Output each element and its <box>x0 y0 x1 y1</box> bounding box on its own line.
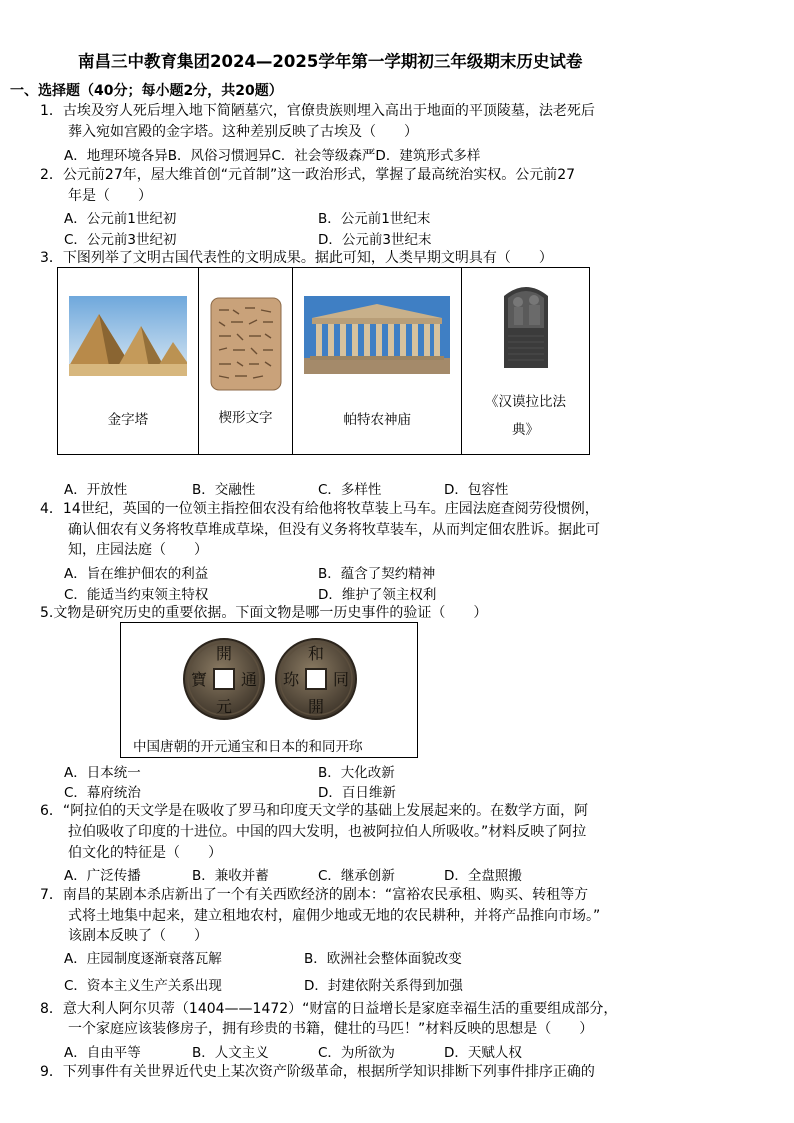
question-2-option-b: B．公元前1世纪末 <box>318 211 431 227</box>
question-8-option-c: C．为所欲为 <box>318 1045 395 1061</box>
question-2-option-c: C．公元前3世纪初 <box>64 232 177 248</box>
question-5-option-c: C．幕府统治 <box>64 785 141 801</box>
question-7-option-d: D．封建依附关系得到加强 <box>304 978 463 994</box>
section-heading: 一、选择题（40分；每小题2分，共20题） <box>10 83 283 99</box>
question-4-line-1: 4．14世纪，英国的一位领主指控佃农没有给他将牧草装上马车。庄园法庭查阅劳役惯例， <box>40 501 599 517</box>
question-3-line-1: 3．下图列举了文明古国代表性的文明成果。据此可知，人类早期文明具有（ ） <box>40 250 553 266</box>
question-2-option-a: A．公元前1世纪初 <box>64 211 177 227</box>
question-3-option-c: C．多样性 <box>318 482 382 498</box>
question-6-line-3: 伯文化的特征是（ ） <box>68 845 222 861</box>
question-3-option-d: D．包容性 <box>444 482 509 498</box>
coin1-char-bottom: 元 <box>215 697 233 716</box>
question-5-line-1: 5.文物是研究历史的重要依据。下面文物是哪一历史事件的验证（ ） <box>40 605 488 621</box>
coins-image <box>121 623 417 727</box>
cell-parthenon <box>293 268 462 455</box>
coin1-char-left: 寶 <box>190 670 208 689</box>
page-title: 南昌三中教育集团2024—2025学年第一学期初三年级期末历史试卷 <box>78 52 583 71</box>
question-4-line-2: 确认佃农有义务将牧草堆成草垛，但没有义务将牧草装车，从而判定佃农胜诉。据此可 <box>68 522 600 538</box>
civilization-image-table <box>57 267 590 455</box>
coin1-char-top: 開 <box>215 644 233 663</box>
question-5-option-d: D．百日维新 <box>318 785 396 801</box>
cell-hammurabi <box>462 268 590 455</box>
caption-hammurabi-2: 典》 <box>512 422 540 438</box>
pyramids-image <box>69 296 187 376</box>
question-6-line-2: 拉伯吸收了印度的十进位。中国的四大发明，也被阿拉伯人所吸收。”材料反映了阿拉 <box>68 824 587 840</box>
question-7-line-1: 7．南昌的某剧本杀店新出了一个有关西欧经济的剧本：“富裕农民承租、购买、转租等方 <box>40 887 589 903</box>
caption-parthenon: 帕特农神庙 <box>343 412 411 428</box>
question-8-line-1: 8．意大利人阿尔贝蒂（1404——1472）“财富的日益增长是家庭幸福生活的重要组成部分， <box>40 1001 618 1017</box>
coins-caption: 中国唐朝的开元通宝和日本的和同开珎 <box>133 739 363 755</box>
parthenon-image <box>304 296 450 374</box>
question-3-option-b: B．交融性 <box>192 482 256 498</box>
coin1-char-right: 通 <box>240 670 258 689</box>
question-8-option-a: A．自由平等 <box>64 1045 141 1061</box>
question-8-option-b: B．人文主义 <box>192 1045 269 1061</box>
question-9-line-1: 9．下列事件有关世界近代史上某次资产阶级革命，根据所学知识排断下列事件排序正确的 <box>40 1064 595 1080</box>
question-6-option-b: B．兼收并蓄 <box>192 868 269 884</box>
question-5-option-a: A．日本统一 <box>64 765 141 781</box>
coins-image-box <box>120 622 418 758</box>
question-4-option-d: D．维护了领主权利 <box>318 587 437 603</box>
question-7-line-2: 式将土地集中起来，建立租地农村，雇佣少地或无地的农民耕种，并将产品推向市场。” <box>68 908 601 924</box>
question-4-option-b: B．蕴含了契约精神 <box>318 566 436 582</box>
cell-cuneiform <box>198 268 293 455</box>
question-1-line-1: 1．古埃及穷人死后埋入地下简陋墓穴，官僚贵族则埋入高出于地面的平顶陵墓，法老死后 <box>40 103 595 119</box>
question-2-line-1: 2．公元前27年，屋大维首创“元首制”这一政治形式，掌握了最高统治实权。公元前27 <box>40 167 576 183</box>
question-2-option-d: D．公元前3世纪末 <box>318 232 432 248</box>
caption-hammurabi-1: 《汉谟拉比法 <box>485 394 567 410</box>
coin2-char-right: 同 <box>332 670 350 689</box>
question-1-line-2: 葬入宛如宫殿的金字塔。这种差别反映了古埃及（ ） <box>68 124 418 140</box>
question-6-option-d: D．全盘照搬 <box>444 868 522 884</box>
hammurabi-stele-image <box>498 278 554 368</box>
question-7-option-a: A．庄园制度逐渐衰落瓦解 <box>64 951 222 967</box>
question-8-option-d: D．天赋人权 <box>444 1045 522 1061</box>
question-8-line-2: 一个家庭应该装修房子，拥有珍贵的书籍，健壮的马匹！”材料反映的思想是（ ） <box>68 1021 594 1037</box>
question-3-option-a: A．开放性 <box>64 482 128 498</box>
cuneiform-tablet-image <box>209 296 283 392</box>
coin2-char-left: 珎 <box>282 670 300 689</box>
coin2-char-bottom: 開 <box>307 697 325 716</box>
question-7-option-b: B．欧洲社会整体面貌改变 <box>304 951 462 967</box>
question-6-option-a: A．广泛传播 <box>64 868 141 884</box>
coin2-char-top: 和 <box>307 644 325 663</box>
cell-pyramids <box>58 268 199 455</box>
caption-pyramids: 金字塔 <box>107 412 149 428</box>
question-6-line-1: 6．“阿拉伯的天文学是在吸收了罗马和印度天文学的基础上发展起来的。在数学方面，阿 <box>40 803 589 819</box>
question-4-line-3: 知，庄园法庭（ ） <box>68 542 208 558</box>
question-4-option-c: C．能适当约束领主特权 <box>64 587 209 603</box>
question-5-option-b: B．大化改新 <box>318 765 395 781</box>
question-7-line-3: 该剧本反映了（ ） <box>68 928 208 944</box>
question-4-option-a: A．旨在维护佃农的利益 <box>64 566 209 582</box>
question-7-option-c: C．资本主义生产关系出现 <box>64 978 222 994</box>
question-2-line-2: 年是（ ） <box>68 188 152 204</box>
caption-cuneiform: 楔形文字 <box>218 410 273 426</box>
question-1-options: A．地理环境各异B．风俗习惯迥异C．社会等级森严D．建筑形式多样 <box>64 148 481 164</box>
question-6-option-c: C．继承创新 <box>318 868 395 884</box>
